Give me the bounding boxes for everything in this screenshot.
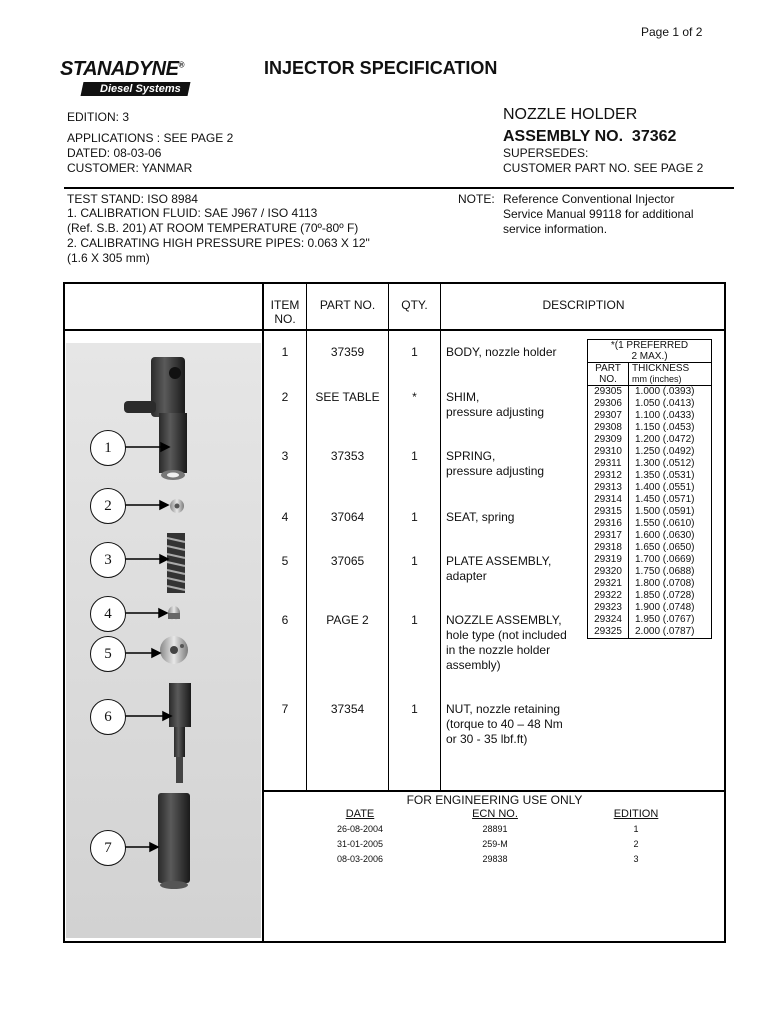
shim-thickness: 1.100 (.0433) (629, 410, 712, 422)
note-line-3: service information. (503, 222, 608, 236)
eng-date: 31-01-2005 (336, 839, 384, 849)
callout-6: 6 (90, 699, 126, 735)
shim-part-no: 29318 (588, 542, 629, 554)
shim-row (588, 494, 712, 506)
shim-row (588, 602, 712, 614)
doc-title: INJECTOR SPECIFICATION (264, 58, 498, 78)
shim-part-no: 29323 (588, 602, 629, 614)
eng-header-edition: EDITION (613, 808, 659, 820)
test-line-3: 2. CALIBRATING HIGH PRESSURE PIPES: 0.063 X 12" (67, 236, 370, 250)
shim-image (170, 499, 184, 513)
item-description: SPRING, (446, 449, 496, 463)
stanadyne-logo (60, 58, 184, 95)
item-qty: 1 (411, 613, 418, 627)
shim-part-no: 29313 (588, 482, 629, 494)
item-no: 1 (281, 345, 289, 359)
item-part-no: 37353 (330, 449, 365, 463)
nozzle-holder-title: NOZZLE HOLDER (503, 106, 638, 123)
item-qty: 1 (411, 345, 418, 359)
shim-part-no: 29324 (588, 614, 629, 626)
item-part-no: 37354 (330, 702, 365, 716)
engineering-top-line (263, 790, 726, 792)
item-no: 6 (281, 613, 289, 627)
eng-ecn: 28891 (482, 824, 508, 834)
test-line-4: (1.6 X 305 mm) (67, 251, 150, 265)
col-line (440, 282, 441, 790)
shim-part-no: 29320 (588, 566, 629, 578)
note-label: NOTE: (458, 192, 495, 206)
item-description: pressure adjusting (446, 464, 545, 478)
shim-part-no: 29306 (588, 398, 629, 410)
shim-thickness: 1.800 (.0708) (629, 578, 712, 590)
item-qty: 1 (411, 702, 418, 716)
callout-5: 5 (90, 636, 126, 672)
shim-thickness: 1.500 (.0591) (629, 506, 712, 518)
shim-thickness: 1.750 (.0688) (629, 566, 712, 578)
header-qty: QTY. (401, 298, 428, 312)
shim-table (587, 339, 712, 639)
eng-header-date: DATE (345, 808, 375, 820)
shim-thickness: 1.650 (.0650) (629, 542, 712, 554)
eng-header-ecn: ECN NO. (472, 808, 518, 820)
shim-row (588, 614, 712, 626)
shim-row (588, 470, 712, 482)
shim-part-no: 29315 (588, 506, 629, 518)
shim-row (588, 398, 712, 410)
shim-thickness: 1.150 (.0453) (629, 422, 712, 434)
shim-thickness: 1.350 (.0531) (629, 470, 712, 482)
shim-part-no: 29314 (588, 494, 629, 506)
shim-thickness: 1.450 (.0571) (629, 494, 712, 506)
header-item: ITEM NO. (270, 298, 300, 326)
shim-part-no: 29322 (588, 590, 629, 602)
eng-edition: 1 (633, 824, 639, 834)
shim-row (588, 482, 712, 494)
test-line-1: 1. CALIBRATION FLUID: SAE J967 / ISO 4113 (67, 206, 318, 220)
shim-part-no: 29317 (588, 530, 629, 542)
item-description: NUT, nozzle retaining (446, 702, 561, 716)
shim-thickness: 1.900 (.0748) (629, 602, 712, 614)
shim-row (588, 410, 712, 422)
eng-edition: 2 (633, 839, 639, 849)
divider (64, 187, 734, 189)
shim-part-no: 29319 (588, 554, 629, 566)
shim-row (588, 542, 712, 554)
note-line-1: Reference Conventional Injector (503, 192, 675, 206)
shim-part-no: 29307 (588, 410, 629, 422)
shim-thickness: 1.000 (.0393) (629, 386, 712, 399)
customer-part-no: CUSTOMER PART NO. SEE PAGE 2 (503, 161, 704, 175)
item-qty: 1 (411, 554, 418, 568)
shim-part-no: 29316 (588, 518, 629, 530)
shim-part-no: 29311 (588, 458, 629, 470)
item-qty: * (412, 390, 417, 404)
shim-thickness: 1.600 (.0630) (629, 530, 712, 542)
engineering-title: FOR ENGINEERING USE ONLY (406, 793, 583, 807)
item-part-no: 37064 (330, 510, 365, 524)
item-part-no: 37065 (330, 554, 365, 568)
shim-thickness: 1.850 (.0728) (629, 590, 712, 602)
dated: DATED: 08-03-06 (67, 146, 162, 160)
shim-header-thickness: THICKNESS mm (inches) (629, 363, 712, 386)
item-description: or 30 - 35 lbf.ft) (446, 732, 528, 746)
callout-3: 3 (90, 542, 126, 578)
shim-thickness: 1.950 (.0767) (629, 614, 712, 626)
shim-row (588, 446, 712, 458)
item-description: in the nozzle holder (446, 643, 551, 657)
item-description: SEAT, spring (446, 510, 515, 524)
item-description: SHIM, (446, 390, 480, 404)
shim-thickness: 1.050 (.0413) (629, 398, 712, 410)
applications: APPLICATIONS : SEE PAGE 2 (67, 131, 234, 145)
item-description: PLATE ASSEMBLY, (446, 554, 552, 568)
shim-thickness: 1.200 (.0472) (629, 434, 712, 446)
shim-row (588, 422, 712, 434)
shim-part-no: 29321 (588, 578, 629, 590)
item-description: NOZZLE ASSEMBLY, (446, 613, 562, 627)
shim-row (588, 590, 712, 602)
supersedes: SUPERSEDES: (503, 146, 589, 160)
shim-row (588, 554, 712, 566)
test-line-2: (Ref. S.B. 201) AT ROOM TEMPERATURE (70º-80º F) (67, 221, 359, 235)
item-description: BODY, nozzle holder (446, 345, 557, 359)
callout-2: 2 (90, 488, 126, 524)
item-qty: 1 (411, 510, 418, 524)
shim-row (588, 530, 712, 542)
shim-thickness: 1.550 (.0610) (629, 518, 712, 530)
shim-thickness: 1.300 (.0512) (629, 458, 712, 470)
shim-thickness: 2.000 (.0787) (629, 626, 712, 639)
callout-1: 1 (90, 430, 126, 466)
shim-thickness: 1.700 (.0669) (629, 554, 712, 566)
shim-part-no: 29325 (588, 626, 629, 639)
header-part-no: PART NO. (319, 298, 376, 312)
shim-row (588, 566, 712, 578)
edition: EDITION: 3 (67, 110, 130, 124)
shim-part-no: 29308 (588, 422, 629, 434)
shim-part-no: 29312 (588, 470, 629, 482)
item-description: hole type (not included (446, 628, 567, 642)
header-description: DESCRIPTION (542, 298, 625, 312)
brand-sub: Diesel Systems (81, 82, 191, 96)
shim-thickness: 1.250 (.0492) (629, 446, 712, 458)
shim-row (588, 518, 712, 530)
item-description: assembly) (446, 658, 501, 672)
note-line-2: Service Manual 99118 for additional (503, 207, 694, 221)
eng-date: 26-08-2004 (336, 824, 384, 834)
item-no: 7 (281, 702, 289, 716)
spring-image (167, 533, 185, 593)
shim-row (588, 578, 712, 590)
shim-row (588, 386, 712, 399)
shim-row (588, 458, 712, 470)
item-part-no: SEE TABLE (315, 390, 380, 404)
callout-4: 4 (90, 596, 126, 632)
assembly-no: ASSEMBLY NO. 37362 (503, 128, 677, 145)
item-part-no: 37359 (330, 345, 365, 359)
eng-ecn: 259-M (482, 839, 508, 849)
shim-part-no: 29310 (588, 446, 629, 458)
eng-ecn: 29838 (482, 854, 508, 864)
shim-row (588, 434, 712, 446)
item-no: 5 (281, 554, 289, 568)
page-number: Page 1 of 2 (641, 25, 703, 39)
item-part-no: PAGE 2 (326, 613, 369, 627)
brand-name: STANADYNE® (60, 58, 184, 80)
item-qty: 1 (411, 449, 418, 463)
shim-part-no: 29305 (588, 386, 629, 399)
shim-part-no: 29309 (588, 434, 629, 446)
shim-thickness: 1.400 (.0551) (629, 482, 712, 494)
item-description: adapter (446, 569, 487, 583)
eng-edition: 3 (633, 854, 639, 864)
seat-image (168, 606, 180, 620)
shim-note: *(1 PREFERRED 2 MAX.) (588, 340, 712, 363)
customer: CUSTOMER: YANMAR (67, 161, 193, 175)
item-description: pressure adjusting (446, 405, 545, 419)
plate-image (160, 636, 188, 664)
test-stand: TEST STAND: ISO 8984 (67, 192, 198, 206)
shim-row (588, 506, 712, 518)
shim-row (588, 626, 712, 639)
shim-header-part: PART NO. (588, 363, 629, 386)
item-no: 3 (281, 449, 289, 463)
item-no: 2 (281, 390, 289, 404)
item-description: (torque to 40 – 48 Nm (446, 717, 563, 731)
nut-image (158, 793, 190, 889)
callout-7: 7 (90, 830, 126, 866)
item-no: 4 (281, 510, 289, 524)
eng-date: 08-03-2006 (336, 854, 384, 864)
header-bottom-line (63, 329, 726, 331)
